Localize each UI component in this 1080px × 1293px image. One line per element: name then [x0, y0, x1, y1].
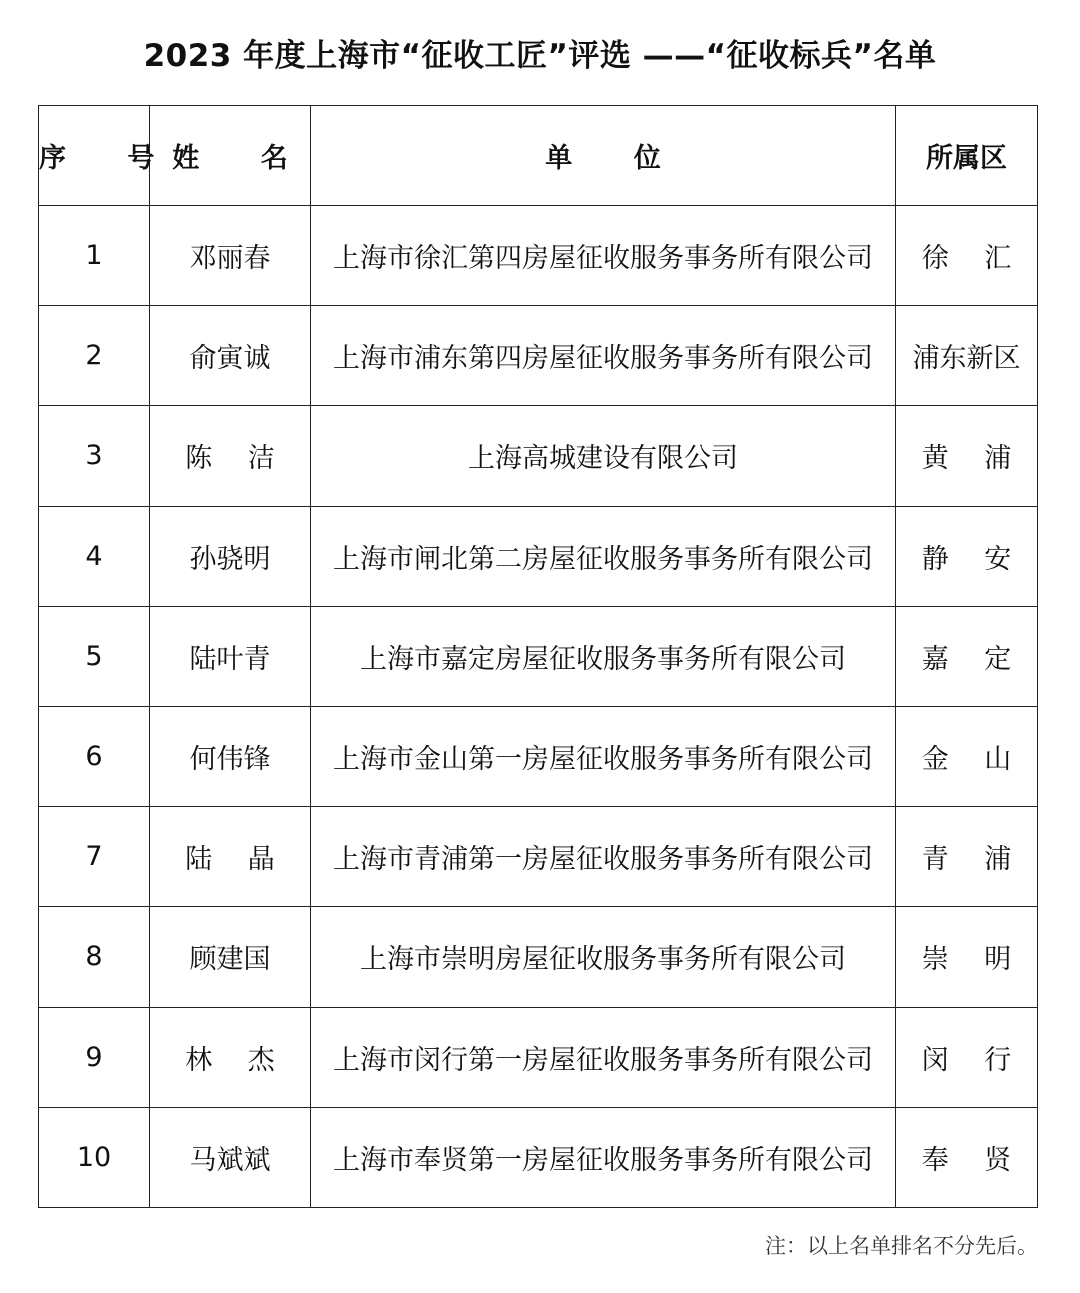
header-index: 序 号 — [39, 106, 150, 206]
page-title: 2023 年度上海市“征收工匠”评选 ——“征收标兵”名单 — [143, 38, 937, 74]
roster-table — [38, 105, 1038, 1208]
cell-unit: 上海市金山第一房屋征收服务事务所有限公司 — [311, 706, 896, 806]
cell-unit: 上海市崇明房屋征收服务事务所有限公司 — [311, 907, 896, 1007]
cell-name: 邓丽春 — [150, 206, 311, 306]
header-row — [39, 106, 1038, 206]
cell-district: 金 山 — [896, 706, 1038, 806]
cell-name: 何伟锋 — [150, 706, 311, 806]
cell-unit: 上海市徐汇第四房屋征收服务事务所有限公司 — [311, 206, 896, 306]
cell-district: 奉 贤 — [896, 1107, 1038, 1207]
header-unit: 单 位 — [311, 106, 896, 206]
cell-name: 孙骁明 — [150, 506, 311, 606]
cell-district: 嘉 定 — [896, 606, 1038, 706]
table-row — [39, 1107, 1038, 1207]
cell-index: 8 — [39, 907, 150, 1007]
cell-index: 3 — [39, 406, 150, 506]
cell-index: 9 — [39, 1007, 150, 1107]
cell-unit: 上海市青浦第一房屋征收服务事务所有限公司 — [311, 807, 896, 907]
cell-name: 马斌斌 — [150, 1107, 311, 1207]
cell-index: 4 — [39, 506, 150, 606]
cell-unit: 上海市奉贤第一房屋征收服务事务所有限公司 — [311, 1107, 896, 1207]
cell-unit: 上海市浦东第四房屋征收服务事务所有限公司 — [311, 306, 896, 406]
cell-district: 崇 明 — [896, 907, 1038, 1007]
cell-index: 1 — [39, 206, 150, 306]
cell-district: 徐 汇 — [896, 206, 1038, 306]
table-row — [39, 1007, 1038, 1107]
cell-district: 闵 行 — [896, 1007, 1038, 1107]
cell-name: 林 杰 — [150, 1007, 311, 1107]
cell-name: 陆 晶 — [150, 807, 311, 907]
table-row — [39, 406, 1038, 506]
table-row — [39, 606, 1038, 706]
cell-unit: 上海市嘉定房屋征收服务事务所有限公司 — [311, 606, 896, 706]
table-row — [39, 206, 1038, 306]
cell-unit: 上海市闵行第一房屋征收服务事务所有限公司 — [311, 1007, 896, 1107]
table-row — [39, 907, 1038, 1007]
cell-name: 顾建国 — [150, 907, 311, 1007]
cell-index: 5 — [39, 606, 150, 706]
header-district: 所属区 — [896, 106, 1038, 206]
cell-district: 黄 浦 — [896, 406, 1038, 506]
cell-district: 静 安 — [896, 506, 1038, 606]
table-row — [39, 807, 1038, 907]
table-row — [39, 506, 1038, 606]
cell-name: 陈 洁 — [150, 406, 311, 506]
header-name: 姓 名 — [150, 106, 311, 206]
cell-unit: 上海市闸北第二房屋征收服务事务所有限公司 — [311, 506, 896, 606]
footnote: 注：以上名单排名不分先后。 — [765, 1234, 1038, 1258]
cell-district: 浦东新区 — [896, 306, 1038, 406]
cell-district: 青 浦 — [896, 807, 1038, 907]
cell-index: 6 — [39, 706, 150, 806]
cell-name: 俞寅诚 — [150, 306, 311, 406]
table-row — [39, 706, 1038, 806]
cell-name: 陆叶青 — [150, 606, 311, 706]
table-row — [39, 306, 1038, 406]
cell-index: 10 — [39, 1107, 150, 1207]
cell-index: 2 — [39, 306, 150, 406]
cell-unit: 上海高城建设有限公司 — [311, 406, 896, 506]
cell-index: 7 — [39, 807, 150, 907]
